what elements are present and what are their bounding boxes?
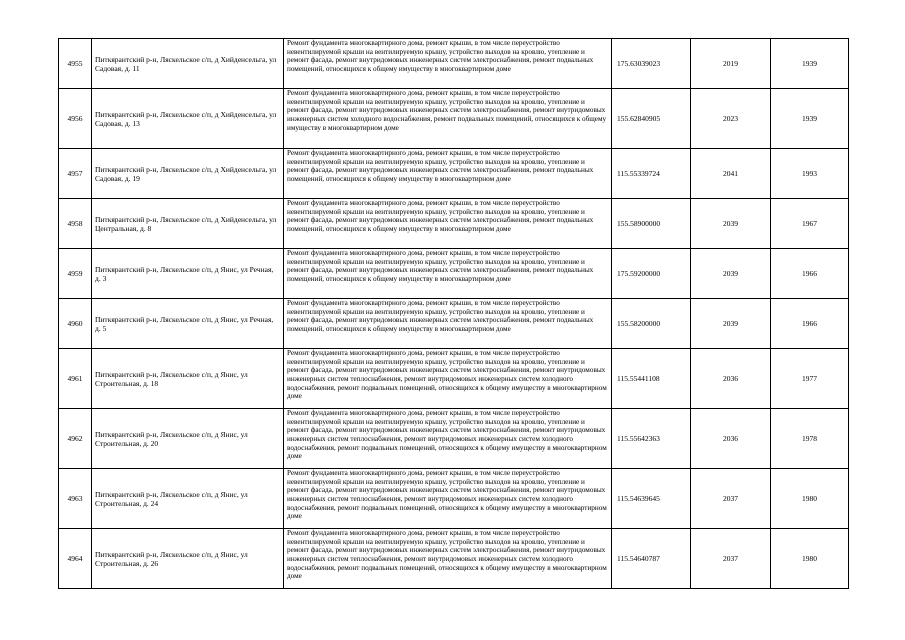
work-description-cell: Ремонт фундамента многоквартирного дома, ремонт крыши, в том числе переустройство невентилируемой крыши на вентилируемую крышу, устройство выходов на кровлю, утепление и ремонт фасада, ремонт внутридомовых инженерных систем электроснабжения, ремонт внутридомовых инженерных систем холодного водоснабжения, ремонт подвальных помещений, относящихся к общему имуществу в многоквартирном доме	[284, 89, 612, 149]
repair-year-cell: 2037	[691, 469, 771, 529]
work-description-cell: Ремонт фундамента многоквартирного дома, ремонт крыши, в том числе переустройство невентилируемой крыши на вентилируемую крышу, устройство выходов на кровлю, утепление и ремонт фасада, ремонт внутридомовых инженерных систем электроснабжения, ремонт внутридомовых инженерных систем теплоснабжения, ремонт внутридомовых инженерных систем холодного водоснабжения, ремонт подвальных помещений, относящихся к общему имуществу в многоквартирном доме	[284, 409, 612, 469]
repair-year-cell: 2039	[691, 299, 771, 349]
table-row	[59, 149, 849, 199]
address-cell: Питкярантский р-н, Ляскельское с/п, д Хийденсельга, ул Садовая, д. 11	[92, 39, 284, 89]
row-number: 4957	[59, 149, 92, 199]
work-description-cell: Ремонт фундамента многоквартирного дома, ремонт крыши, в том числе переустройство невентилируемой крыши на вентилируемую крышу, устройство выходов на кровлю, утепление и ремонт фасада, ремонт внутридомовых инженерных систем электроснабжения, ремонт внутридомовых инженерных систем теплоснабжения, ремонт внутридомовых инженерных систем холодного водоснабжения, ремонт подвальных помещений, относящихся к общему имуществу в многоквартирном доме	[284, 349, 612, 409]
repair-year-cell: 2036	[691, 349, 771, 409]
row-number: 4963	[59, 469, 92, 529]
address-cell: Питкярантский р-н, Ляскельское с/п, д Хийденсельга, ул Центральная, д. 8	[92, 199, 284, 249]
row-number: 4964	[59, 529, 92, 589]
address-cell: Питкярантский р-н, Ляскельское с/п, д Янис, ул Речная, д. 3	[92, 249, 284, 299]
table-row	[59, 299, 849, 349]
cost-cell: 155.58200000	[612, 299, 691, 349]
address-cell: Питкярантский р-н, Ляскельское с/п, д Янис, ул Строительная, д. 18	[92, 349, 284, 409]
address-cell: Питкярантский р-н, Ляскельское с/п, д Янис, ул Строительная, д. 20	[92, 409, 284, 469]
address-cell: Питкярантский р-н, Ляскельское с/п, д Янис, ул Строительная, д. 24	[92, 469, 284, 529]
row-number: 4955	[59, 39, 92, 89]
cost-cell: 155.58900000	[612, 199, 691, 249]
work-description-cell: Ремонт фундамента многоквартирного дома, ремонт крыши, в том числе переустройство невентилируемой крыши на вентилируемую крышу, устройство выходов на кровлю, утепление и ремонт фасада, ремонт внутридомовых инженерных систем электроснабжения, ремонт подвальных помещений, относящихся к общему имуществу в многоквартирном доме	[284, 299, 612, 349]
table-row	[59, 469, 849, 529]
build-year-cell: 1977	[771, 349, 849, 409]
table-row	[59, 529, 849, 589]
cost-cell: 115.54640787	[612, 529, 691, 589]
row-number: 4961	[59, 349, 92, 409]
repair-year-cell: 2041	[691, 149, 771, 199]
row-number: 4958	[59, 199, 92, 249]
work-description-cell: Ремонт фундамента многоквартирного дома, ремонт крыши, в том числе переустройство невентилируемой крыши на вентилируемую крышу, устройство выходов на кровлю, утепление и ремонт фасада, ремонт внутридомовых инженерных систем электроснабжения, ремонт подвальных помещений, относящихся к общему имуществу в многоквартирном доме	[284, 249, 612, 299]
repair-year-cell: 2019	[691, 39, 771, 89]
work-description-cell: Ремонт фундамента многоквартирного дома, ремонт крыши, в том числе переустройство невентилируемой крыши на вентилируемую крышу, устройство выходов на кровлю, утепление и ремонт фасада, ремонт внутридомовых инженерных систем электроснабжения, ремонт внутридомовых инженерных систем теплоснабжения, ремонт внутридомовых инженерных систем холодного водоснабжения, ремонт подвальных помещений, относящихся к общему имуществу в многоквартирном доме	[284, 469, 612, 529]
work-description-cell: Ремонт фундамента многоквартирного дома, ремонт крыши, в том числе переустройство невентилируемой крыши на вентилируемую крышу, устройство выходов на кровлю, утепление и ремонт фасада, ремонт внутридомовых инженерных систем электроснабжения, ремонт внутридомовых инженерных систем теплоснабжения, ремонт внутридомовых инженерных систем холодного водоснабжения, ремонт подвальных помещений, относящихся к общему имуществу в многоквартирном доме	[284, 529, 612, 589]
address-cell: Питкярантский р-н, Ляскельское с/п, д Хийденсельга, ул Садовая, д. 19	[92, 149, 284, 199]
row-number: 4959	[59, 249, 92, 299]
table-row	[59, 349, 849, 409]
build-year-cell: 1939	[771, 89, 849, 149]
table-row	[59, 199, 849, 249]
address-cell: Питкярантский р-н, Ляскельское с/п, д Янис, ул Речная, д. 5	[92, 299, 284, 349]
build-year-cell: 1966	[771, 299, 849, 349]
build-year-cell: 1980	[771, 469, 849, 529]
build-year-cell: 1980	[771, 529, 849, 589]
build-year-cell: 1967	[771, 199, 849, 249]
cost-cell: 115.54639645	[612, 469, 691, 529]
work-description-cell: Ремонт фундамента многоквартирного дома, ремонт крыши, в том числе переустройство невентилируемой крыши на вентилируемую крышу, устройство выходов на кровлю, утепление и ремонт фасада, ремонт внутридомовых инженерных систем электроснабжения, ремонт подвальных помещений, относящихся к общему имуществу в многоквартирном доме	[284, 39, 612, 89]
repair-year-cell: 2037	[691, 529, 771, 589]
build-year-cell: 1978	[771, 409, 849, 469]
build-year-cell: 1993	[771, 149, 849, 199]
row-number: 4962	[59, 409, 92, 469]
address-cell: Питкярантский р-н, Ляскельское с/п, д Янис, ул Строительная, д. 26	[92, 529, 284, 589]
cost-cell: 175.63039023	[612, 39, 691, 89]
capital-repair-table	[58, 38, 849, 589]
row-number: 4956	[59, 89, 92, 149]
repair-year-cell: 2039	[691, 199, 771, 249]
work-description-cell: Ремонт фундамента многоквартирного дома, ремонт крыши, в том числе переустройство невентилируемой крыши на вентилируемую крышу, устройство выходов на кровлю, утепление и ремонт фасада, ремонт внутридомовых инженерных систем электроснабжения, ремонт подвальных помещений, относящихся к общему имуществу в многоквартирном доме	[284, 199, 612, 249]
table-row	[59, 39, 849, 89]
cost-cell: 115.55339724	[612, 149, 691, 199]
cost-cell: 155.62840905	[612, 89, 691, 149]
cost-cell: 115.55441108	[612, 349, 691, 409]
row-number: 4960	[59, 299, 92, 349]
cost-cell: 115.55642363	[612, 409, 691, 469]
table-row	[59, 409, 849, 469]
repair-year-cell: 2023	[691, 89, 771, 149]
table-row	[59, 89, 849, 149]
build-year-cell: 1966	[771, 249, 849, 299]
build-year-cell: 1939	[771, 39, 849, 89]
repair-year-cell: 2039	[691, 249, 771, 299]
cost-cell: 175.59200000	[612, 249, 691, 299]
work-description-cell: Ремонт фундамента многоквартирного дома, ремонт крыши, в том числе переустройство невентилируемой крыши на вентилируемую крышу, устройство выходов на кровлю, утепление и ремонт фасада, ремонт внутридомовых инженерных систем электроснабжения, ремонт подвальных помещений, относящихся к общему имуществу в многоквартирном доме	[284, 149, 612, 199]
repair-year-cell: 2036	[691, 409, 771, 469]
address-cell: Питкярантский р-н, Ляскельское с/п, д Хийденсельга, ул Садовая, д. 13	[92, 89, 284, 149]
table-row	[59, 249, 849, 299]
